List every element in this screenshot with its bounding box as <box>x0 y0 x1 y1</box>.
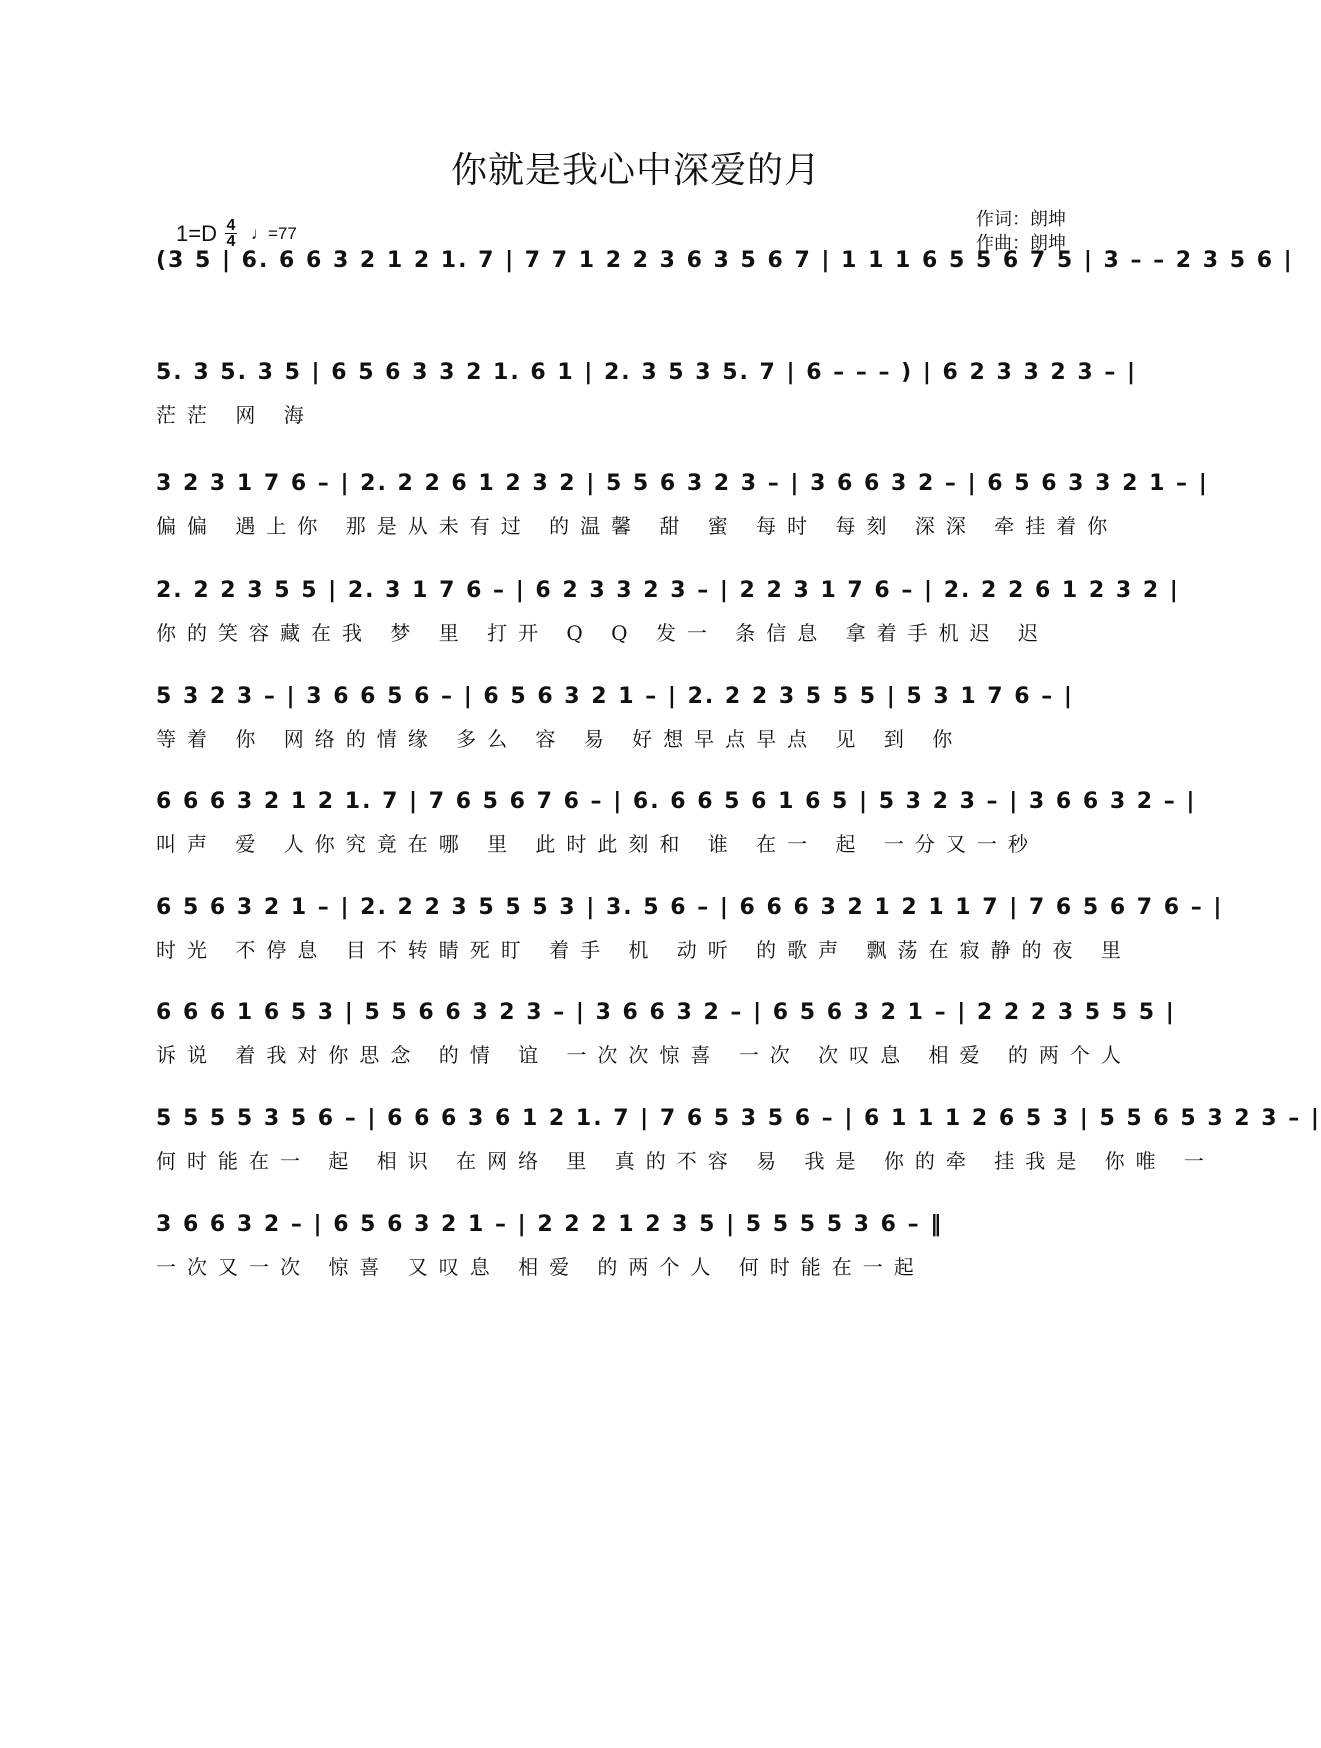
time-top: 4 <box>226 217 236 234</box>
note-line: (3 5 | 6. 6 6 3 2 1 2 1. 7 | 7 7 1 2 2 3 6 3 5 6 7 | 1 1 1 6 5 5 6 7 5 | 3 – – 2 3 5 6 | <box>156 248 1294 273</box>
note-line: 2. 2 2 3 5 5 | 2. 3 1 7 6 – | 6 2 3 3 2 3 – | 2 2 3 1 7 6 – | 2. 2 2 6 1 2 3 2 | <box>156 578 1180 603</box>
notation-row <box>156 1204 1126 1282</box>
lyric-line: 偏偏 遇上你 那是从未有过 的温馨 甜 蜜 每时 每刻 深深 牵挂着你 <box>156 514 1119 538</box>
lyric-line: 等着 你 网络的情缘 多么 容 易 好想早点早点 见 到 你 <box>156 727 964 751</box>
lyricist-credit: 作词：朗坤 <box>976 209 1066 230</box>
lyric-line: 你的笑容藏在我 梦 里 打开 Q Q 发一 条信息 拿着手机迟 迟 <box>156 621 1050 645</box>
lyric-line: 一次又一次 惊喜 又叹息 相爱 的两个人 何时能在一起 <box>156 1255 925 1279</box>
composer-credit: 作曲：朗坤 <box>976 233 1066 254</box>
lyric-line: 诉说 着我对你思念 的情 谊 一次次惊喜 一次 次叹息 相爱 的两个人 <box>156 1043 1132 1067</box>
lyric-line: 茫茫 网 海 <box>156 403 315 427</box>
notation-row <box>156 676 1126 754</box>
notation-row <box>156 781 1197 859</box>
notation-row <box>156 352 1138 430</box>
time-bottom: 4 <box>226 233 236 250</box>
key-label: 1=D <box>176 220 217 246</box>
note-line: 6 6 6 3 2 1 2 1. 7 | 7 6 5 6 7 6 – | 6. 6 6 5 6 1 6 5 | 5 3 2 3 – | 3 6 6 3 2 – | <box>156 789 1197 814</box>
lyric-line: 时光 不停息 目不转睛死盯 着手 机 动听 的歌声 飘荡在寂静的夜 里 <box>156 938 1132 962</box>
note-line: 3 2 3 1 7 6 – | 2. 2 2 6 1 2 3 2 | 5 5 6 3 2 3 – | 3 6 6 3 2 – | 6 5 6 3 3 2 1 – | <box>156 471 1209 496</box>
note-line: 5 3 2 3 – | 3 6 6 5 6 – | 6 5 6 3 2 1 – | 2. 2 2 3 5 5 5 | 5 3 1 7 6 – | <box>156 684 1074 709</box>
notation-row <box>156 240 1294 318</box>
note-line: 3 6 6 3 2 – | 6 5 6 3 2 1 – | 2 2 2 1 2 3 5 | 5 5 5 5 3 6 – ‖ <box>156 1212 944 1237</box>
lyric-line: 何时能在一 起 相识 在网络 里 真的不容 易 我是 你的牵 挂我是 你唯 一 <box>156 1149 1215 1173</box>
notation-row <box>156 1098 1321 1176</box>
lyric-line: 叫声 爱 人你究竟在哪 里 此时此刻和 谁 在一 起 一分又一秒 <box>156 832 1039 856</box>
note-line: 5 5 5 5 3 5 6 – | 6 6 6 3 6 1 2 1. 7 | 7 6 5 3 5 6 – | 6 1 1 1 2 6 5 3 | 5 5 6 5 3 2 3 – | <box>156 1106 1321 1131</box>
notation-row <box>156 570 1180 648</box>
notation-row <box>156 887 1224 965</box>
notation-row <box>156 463 1209 541</box>
notation-row <box>156 992 1176 1070</box>
tempo-marking: ♩=77 <box>250 223 297 243</box>
song-title: 你就是我心中深爱的月 <box>450 150 821 191</box>
note-line: 6 5 6 3 2 1 – | 2. 2 2 3 5 5 5 3 | 3. 5 6 – | 6 6 6 3 2 1 2 1 1 7 | 7 6 5 6 7 6 – | <box>156 895 1224 920</box>
lyric-line <box>156 288 1126 318</box>
note-line: 5. 3 5. 3 5 | 6 5 6 3 3 2 1. 6 1 | 2. 3 5 3 5. 7 | 6 – – – ) | 6 2 3 3 2 3 – | <box>156 360 1138 385</box>
note-line: 6 6 6 1 6 5 3 | 5 5 6 6 3 2 3 – | 3 6 6 3 2 – | 6 5 6 3 2 1 – | 2 2 2 3 5 5 5 | <box>156 1000 1176 1025</box>
